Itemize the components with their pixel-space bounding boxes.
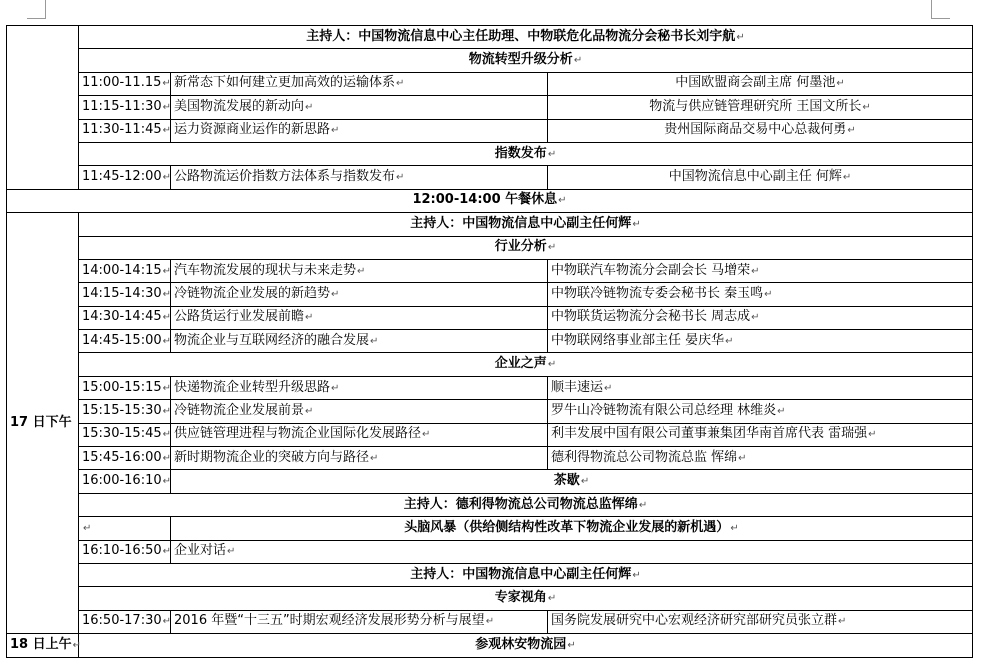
time-cell-text: 11:30-11:45 — [82, 122, 162, 138]
speaker-cell-text: 罗牛山冷链物流有限公司总经理 林维炎 — [551, 402, 777, 418]
speaker-cell — [548, 330, 973, 353]
speaker-cell — [548, 610, 973, 633]
host-row — [79, 563, 973, 586]
day-cell-18-morning-text: 18 日上午 — [10, 636, 72, 652]
paragraph-mark: ↵ — [862, 101, 871, 113]
session-topic-text: 公路物流运价指数方法体系与指数发布 — [174, 169, 396, 185]
paragraph-mark: ↵ — [632, 569, 641, 581]
host-row-text: 主持人：中国物流信息中心主任助理、中物联危化品物流分会秘书长刘宇航 — [306, 28, 736, 44]
time-cell — [79, 447, 171, 470]
paragraph-mark: ↵ — [162, 452, 172, 464]
time-cell-text: 14:45-15:00 — [82, 332, 162, 348]
paragraph-mark: ↵ — [162, 78, 171, 90]
paragraph-mark: ↵ — [396, 78, 405, 90]
tea-break-title-text: 茶歇 — [553, 473, 580, 489]
paragraph-mark: ↵ — [836, 78, 845, 90]
paragraph-mark: ↵ — [305, 101, 314, 113]
lunch-break-row — [7, 189, 973, 212]
host-row — [79, 213, 973, 236]
time-cell — [79, 259, 171, 282]
paragraph-mark: ↵ — [632, 218, 641, 230]
paragraph-mark: ↵ — [738, 452, 747, 464]
host-row-text: 主持人：中国物流信息中心副主任何辉 — [410, 566, 632, 582]
time-cell — [79, 376, 171, 399]
section-title — [79, 587, 973, 610]
day-cell-18-morning — [7, 634, 82, 657]
paragraph-mark: ↵ — [547, 242, 557, 254]
paragraph-mark: ↵ — [331, 288, 340, 300]
speaker-cell-text: 国务院发展研究中心宏观经济研究部研究员张立群 — [551, 613, 838, 629]
paragraph-mark: ↵ — [162, 125, 172, 137]
table-row — [7, 236, 973, 259]
empty-time-cell — [79, 517, 171, 540]
paragraph-mark: ↵ — [162, 405, 172, 417]
paragraph-mark: ↵ — [305, 405, 314, 417]
time-cell-text: 16:00-16:10 — [82, 473, 162, 489]
paragraph-mark: ↵ — [638, 499, 648, 511]
table-row — [7, 142, 973, 165]
paragraph-mark: ↵ — [838, 616, 847, 628]
day-cell-17-afternoon — [7, 213, 79, 634]
day-label: 17 日下午 — [10, 415, 72, 431]
speaker-cell — [548, 283, 973, 306]
speaker-cell-text: 物流与供应链管理研究所 王国文所长 — [649, 98, 862, 114]
paragraph-mark: ↵ — [764, 288, 773, 300]
section-title — [79, 236, 973, 259]
table-row — [7, 26, 973, 49]
brainstorm-title-text: 头脑风暴（供给侧结构性改革下物流企业发展的新机遇） — [404, 519, 730, 535]
time-cell-text: 11:00-11.15 — [82, 75, 162, 91]
time-cell-text: 15:00-15:15 — [82, 379, 162, 395]
site-visit-row — [79, 634, 973, 657]
time-cell — [79, 470, 171, 493]
table-row — [7, 213, 973, 236]
speaker-cell — [548, 96, 973, 119]
time-cell — [79, 423, 171, 446]
time-cell-text: 16:10-16:50 — [82, 543, 162, 559]
table-row — [7, 610, 973, 633]
section-title-text: 指数发布 — [494, 145, 547, 161]
speaker-cell — [548, 423, 973, 446]
speaker-cell — [548, 376, 973, 399]
speaker-cell — [548, 166, 973, 189]
paragraph-mark: ↵ — [162, 172, 172, 184]
table-row — [7, 330, 973, 353]
paragraph-mark: ↵ — [847, 125, 856, 137]
paragraph-mark: ↵ — [162, 265, 172, 277]
paragraph-mark: ↵ — [83, 522, 92, 534]
speaker-cell-text: 中物联汽车物流分会副会长 马增荣 — [551, 262, 751, 278]
time-cell — [79, 306, 171, 329]
host-row — [79, 26, 973, 49]
paragraph-mark: ↵ — [547, 148, 557, 160]
speaker-cell-text: 中国欧盟商会副主席 何墨池 — [675, 75, 836, 91]
session-topic — [171, 306, 548, 329]
paragraph-mark: ↵ — [558, 195, 567, 207]
paragraph-mark: ↵ — [725, 335, 734, 347]
section-title — [79, 353, 973, 376]
speaker-cell-text: 中物联冷链物流专委会秘书长 秦玉鸣 — [551, 285, 764, 301]
speaker-cell — [548, 259, 973, 282]
paragraph-mark: ↵ — [162, 546, 172, 558]
time-cell-text: 14:30-14:45 — [82, 309, 162, 325]
table-row — [7, 447, 973, 470]
table-row — [7, 540, 973, 563]
table-row — [7, 587, 973, 610]
time-cell-text: 14:15-14:30 — [82, 285, 162, 301]
speaker-cell — [548, 72, 973, 95]
table-row — [7, 306, 973, 329]
table-row — [7, 376, 973, 399]
paragraph-mark: ↵ — [162, 312, 172, 324]
session-topic-text: 2016 年暨“十三五”时期宏观经济发展形势分析与展望 — [174, 613, 485, 629]
paragraph-mark: ↵ — [162, 288, 172, 300]
session-topic-text: 公路货运行业发展前瞻 — [174, 309, 305, 325]
speaker-cell — [548, 447, 973, 470]
paragraph-mark: ↵ — [580, 476, 590, 488]
paragraph-mark: ↵ — [370, 452, 379, 464]
brainstorm-title — [171, 517, 973, 540]
session-topic-text: 供应链管理进程与物流企业国际化发展路径 — [174, 426, 422, 442]
session-topic-text: 企业对话 — [174, 543, 227, 559]
session-topic — [171, 447, 548, 470]
section-title-text: 行业分析 — [494, 239, 547, 255]
session-topic-text: 冷链物流企业发展前景 — [174, 402, 305, 418]
table-row — [7, 189, 973, 212]
time-cell — [79, 400, 171, 423]
session-topic-text: 冷链物流企业发展的新趋势 — [174, 285, 331, 301]
session-topic — [171, 376, 548, 399]
time-cell — [79, 540, 171, 563]
paragraph-mark: ↵ — [227, 546, 236, 558]
paragraph-mark: ↵ — [485, 616, 495, 628]
session-topic — [171, 540, 973, 563]
paragraph-mark: ↵ — [547, 359, 557, 371]
table-row — [7, 49, 973, 72]
session-topic — [171, 166, 548, 189]
table-row — [7, 72, 973, 95]
table-row — [7, 96, 973, 119]
paragraph-mark: ↵ — [567, 639, 576, 651]
paragraph-mark: ↵ — [162, 335, 172, 347]
session-topic — [171, 610, 548, 633]
paragraph-mark: ↵ — [162, 476, 172, 488]
paragraph-mark: ↵ — [72, 639, 82, 651]
table-row — [7, 259, 973, 282]
session-topic-text: 汽车物流发展的现状与未来走势 — [174, 262, 357, 278]
section-title-text: 企业之声 — [494, 356, 547, 372]
session-topic — [171, 330, 548, 353]
session-topic-text: 新常态下如何建立更加高效的运输体系 — [174, 75, 396, 91]
speaker-cell-text: 德利得物流总公司物流总监 恽绵 — [551, 449, 738, 465]
session-topic-text: 美国物流发展的新动向 — [174, 98, 305, 114]
paragraph-mark: ↵ — [736, 31, 745, 43]
paragraph-mark: ↵ — [162, 382, 172, 394]
paragraph-mark: ↵ — [162, 101, 172, 113]
time-cell — [79, 96, 171, 119]
table-row — [7, 400, 973, 423]
time-cell-text: 11:15-11:30 — [82, 98, 162, 114]
host-row-text: 主持人：德利得物流总公司物流总监恽绵 — [403, 496, 638, 512]
tea-break-title — [171, 470, 973, 493]
time-cell — [79, 166, 171, 189]
table-row — [7, 283, 973, 306]
session-topic-text: 物流企业与互联网经济的融合发展 — [174, 332, 370, 348]
time-cell — [79, 283, 171, 306]
section-title — [79, 49, 973, 72]
paragraph-mark: ↵ — [305, 312, 314, 324]
section-title — [79, 142, 973, 165]
agenda-table — [6, 25, 973, 658]
page-corner-mark-right — [931, 0, 950, 19]
paragraph-mark: ↵ — [357, 265, 366, 277]
session-topic-text: 新时期物流企业的突破方向与路径 — [174, 449, 370, 465]
session-topic — [171, 72, 548, 95]
time-cell — [79, 119, 171, 142]
speaker-cell — [548, 119, 973, 142]
session-topic — [171, 423, 548, 446]
paragraph-mark: ↵ — [422, 429, 431, 441]
session-topic-text: 快递物流企业转型升级思路 — [174, 379, 331, 395]
time-cell-text: 15:15-15:30 — [82, 402, 162, 418]
time-cell — [79, 330, 171, 353]
session-topic-text: 运力资源商业运作的新思路 — [174, 122, 331, 138]
session-topic — [171, 96, 548, 119]
time-cell — [79, 72, 171, 95]
table-row — [7, 166, 973, 189]
paragraph-mark: ↵ — [777, 405, 786, 417]
speaker-cell — [548, 306, 973, 329]
session-topic — [171, 400, 548, 423]
lunch-break-row-text: 12:00-14:00 午餐休息 — [412, 192, 558, 208]
page-corner-mark-left — [27, 0, 46, 19]
table-row — [7, 563, 973, 586]
section-title-text: 专家视角 — [494, 590, 547, 606]
speaker-cell-text: 贵州国际商品交易中心总裁何勇 — [664, 122, 847, 138]
table-row — [7, 517, 973, 540]
speaker-cell-text: 中物联货运物流分会秘书长 周志成 — [551, 309, 751, 325]
time-cell-text: 15:30-15:45 — [82, 426, 162, 442]
speaker-cell-text: 顺丰速运 — [551, 379, 604, 395]
paragraph-mark: ↵ — [331, 125, 340, 137]
paragraph-mark: ↵ — [842, 172, 852, 184]
paragraph-mark: ↵ — [751, 265, 760, 277]
speaker-cell-text: 中物联网络事业部主任 晏庆华 — [551, 332, 725, 348]
time-cell-text: 15:45-16:00 — [82, 449, 162, 465]
paragraph-mark: ↵ — [162, 429, 172, 441]
table-row — [7, 493, 973, 516]
paragraph-mark: ↵ — [730, 522, 739, 534]
paragraph-mark: ↵ — [751, 312, 760, 324]
section-title-text: 物流转型升级分析 — [468, 52, 573, 68]
time-cell-text: 11:45-12:00 — [82, 169, 162, 185]
paragraph-mark: ↵ — [162, 616, 172, 628]
host-row — [79, 493, 973, 516]
speaker-cell — [548, 400, 973, 423]
paragraph-mark: ↵ — [396, 172, 405, 184]
time-cell-text: 14:00-14:15 — [82, 262, 162, 278]
site-visit-row-text: 参观林安物流园 — [475, 636, 567, 652]
session-topic — [171, 283, 548, 306]
session-topic — [171, 259, 548, 282]
host-row-text: 主持人：中国物流信息中心副主任何辉 — [410, 215, 632, 231]
paragraph-mark: ↵ — [331, 382, 340, 394]
time-cell-text: 16:50-17:30 — [82, 613, 162, 629]
table-row — [7, 353, 973, 376]
table-row — [7, 119, 973, 142]
paragraph-mark: ↵ — [868, 429, 877, 441]
table-row — [7, 470, 973, 493]
speaker-cell-text: 中国物流信息中心副主任 何辉 — [668, 169, 842, 185]
speaker-cell-text: 利丰发展中国有限公司董事兼集团华南首席代表 雷瑞强 — [551, 426, 868, 442]
paragraph-mark: ↵ — [573, 55, 583, 67]
day-cell-empty — [7, 26, 79, 190]
paragraph-mark: ↵ — [604, 382, 613, 394]
table-row — [7, 634, 973, 657]
table-row — [7, 423, 973, 446]
time-cell — [79, 610, 171, 633]
paragraph-mark: ↵ — [370, 335, 379, 347]
session-topic — [171, 119, 548, 142]
paragraph-mark: ↵ — [547, 593, 557, 605]
